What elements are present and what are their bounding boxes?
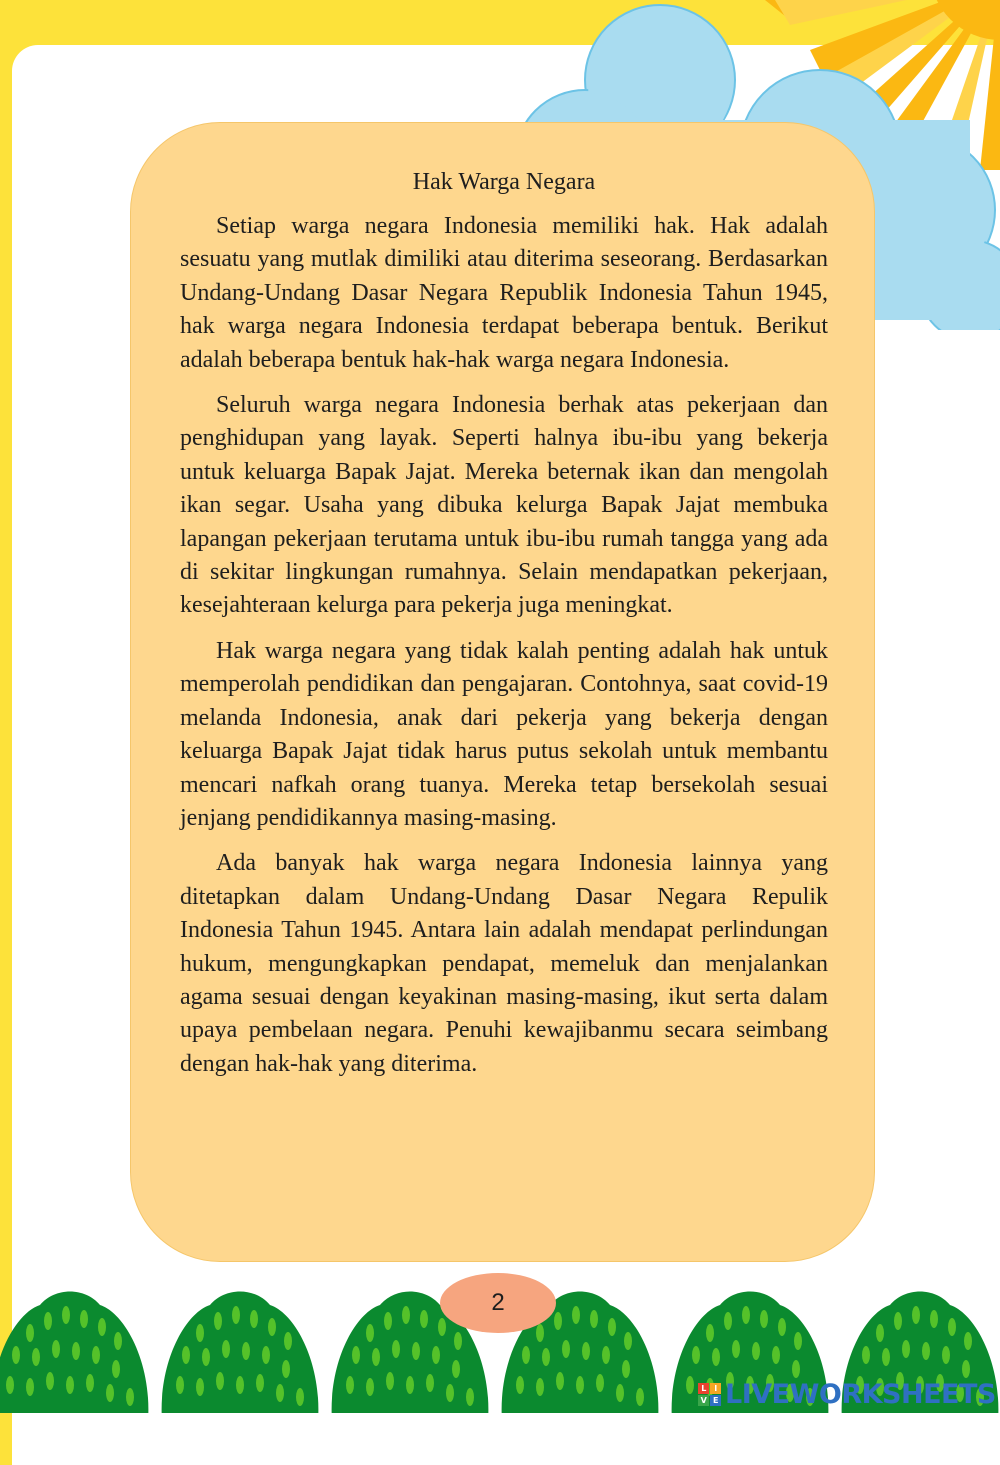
paragraph-3: Hak warga negara yang tidak kalah penting adalah hak untuk memperolah pendidikan dan pengajaran. Contohnya, saat covid-19 melanda Indonesia, anak dari pekerja yang bekerja dengan keluarga Bapak Jajat tidak harus putus sekolah untuk membantu mencari nafkah orang tuanya. Mereka tetap bersekolah sesuai jenjang pendidikannya masing-masing. — [180, 637, 828, 831]
reading-text — [180, 168, 828, 1093]
tree-icon — [0, 1292, 148, 1414]
paragraph-4: Ada banyak hak warga negara Indonesia lainnya yang ditetapkan dalam Undang-Undang Dasar Negara Repulik Indonesia Tahun 1945. Antara lain adalah mendapat perlindungan hukum, mengungkapkan pendapat, memeluk dan menjalankan agama sesuai dengan keyakinan masing-masing, ikut serta dalam upaya pembelaan negara. Penuhi kewajibanmu secara seimbang dengan hak-hak yang diterima. — [180, 850, 828, 1077]
page-number-badge — [440, 1273, 556, 1333]
page-number: 2 — [491, 1289, 505, 1316]
tree-icon — [162, 1292, 319, 1414]
paragraph-1: Setiap warga negara Indonesia memiliki hak. Hak adalah sesuatu yang mutlak dimiliki atau diterima seseorang. Berdasarkan Undang-Undang Dasar Negara Republik Indonesia Tahun 1945, hak warga negara Indonesia terdapat beberapa bentuk. Berikut adalah beberapa bentuk hak-hak warga negara Indonesia. — [180, 213, 828, 373]
liveworksheets-logo-icon: L I V E — [698, 1383, 721, 1406]
watermark-text: LIVEWORKSHEETS — [725, 1378, 996, 1410]
page-title: Hak Warga Negara — [412, 169, 596, 195]
liveworksheets-watermark — [698, 1377, 996, 1411]
paragraph-2: Seluruh warga negara Indonesia berhak atas pekerjaan dan penghidupan yang layak. Seperti halnya ibu-ibu yang bekerja untuk keluarga Bapak Jajat. Mereka beternak ikan dan mengolah ikan segar. Usaha yang dibuka kelurga Bapak Jajat membuka lapangan pekerjaan terutama untuk ibu-ibu rumah tangga yang ada di sekitar lingkungan rumahnya. Selain mendapatkan pekerjaan, kesejahteraan kelurga para pekerja juga meningkat. — [180, 392, 828, 619]
